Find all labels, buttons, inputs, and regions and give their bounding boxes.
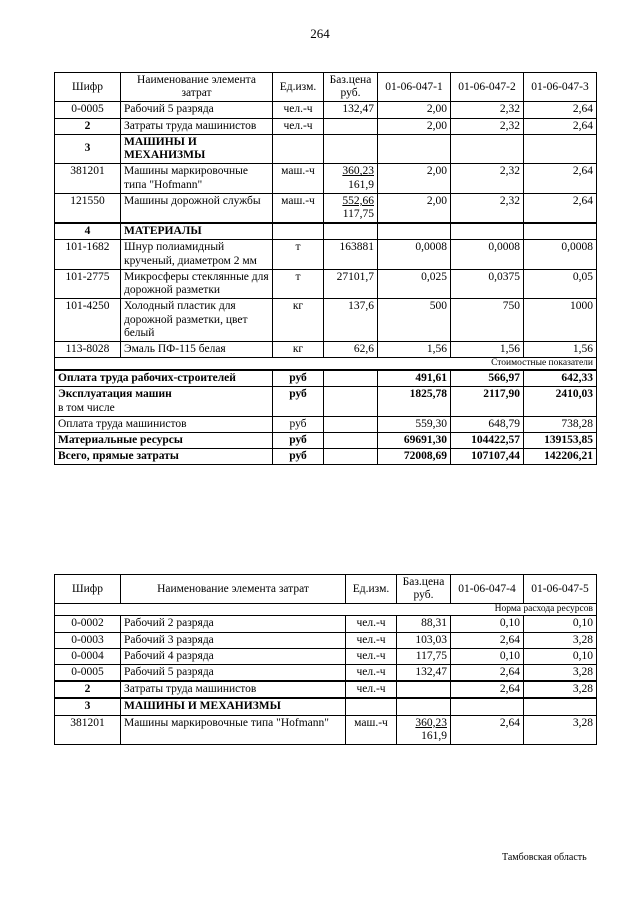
cell-name: Рабочий 5 разряда <box>121 102 273 118</box>
total-row <box>55 387 597 416</box>
cell-unit: кг <box>273 299 324 342</box>
price-main: 360,23 <box>342 165 374 178</box>
total-v2: 104422,57 <box>451 432 524 448</box>
cell-name: Микросферы стеклянные для дорожной разметки <box>121 269 273 298</box>
total-subnote: в том числе <box>58 401 115 414</box>
cell-name: Эмаль ПФ-115 белая <box>121 341 273 357</box>
cell-v2: 3,28 <box>524 715 597 744</box>
price-secondary: 117,75 <box>342 207 374 220</box>
total-name: Материальные ресурсы <box>55 432 273 448</box>
cell-code: 4 <box>55 223 121 240</box>
cell-code: 2 <box>55 118 121 134</box>
cell-v2: 0,0008 <box>451 240 524 269</box>
header-unit: Ед.изм. <box>273 73 324 102</box>
header-unit: Ед.изм. <box>346 575 397 604</box>
cell-v1: 2,00 <box>378 193 451 223</box>
cell-price: 132,47 <box>324 102 378 118</box>
header-col-2: 01-06-047-2 <box>451 73 524 102</box>
cell-v3: 0,05 <box>524 269 597 298</box>
cell-price: 163881 <box>324 240 378 269</box>
header-col-5: 01-06-047-5 <box>524 575 597 604</box>
cell-unit: чел.-ч <box>346 681 397 698</box>
cell-price <box>324 118 378 134</box>
cell-price: 88,31 <box>397 616 451 632</box>
page-number: 264 <box>310 26 330 41</box>
table-row <box>55 193 597 223</box>
cell-code: 3 <box>55 698 121 715</box>
total-v1: 559,30 <box>378 416 451 432</box>
resource-table-2 <box>54 574 597 745</box>
cell-name: Машины маркировочные типа "Hofmann" <box>121 715 346 744</box>
cell-code: 0-0002 <box>55 616 121 632</box>
cell-v2: 2,32 <box>451 164 524 193</box>
table-header-row <box>55 73 597 102</box>
section-title: МАШИНЫ И МЕХАНИЗМЫ <box>121 134 273 163</box>
table-row <box>55 118 597 134</box>
total-v2: 2117,90 <box>451 387 524 416</box>
cell-code: 0-0004 <box>55 648 121 664</box>
cell-name: Машины дорожной службы <box>121 193 273 223</box>
total-v3: 738,28 <box>524 416 597 432</box>
cell-unit: чел.-ч <box>346 665 397 682</box>
cell-v1: 500 <box>378 299 451 342</box>
region-footer: Тамбовская область <box>502 852 587 863</box>
cell-v2: 750 <box>451 299 524 342</box>
price-main: 552,66 <box>342 194 374 207</box>
cell-code: 101-2775 <box>55 269 121 298</box>
cell-code: 121550 <box>55 193 121 223</box>
section-row <box>55 698 597 715</box>
header-price: Баз.цена руб. <box>397 575 451 604</box>
cell-v3: 2,64 <box>524 164 597 193</box>
total-unit: руб <box>273 449 324 465</box>
cell-v1: 2,00 <box>378 118 451 134</box>
total-row <box>55 370 597 387</box>
cell-code: 113-8028 <box>55 341 121 357</box>
cell-v3: 2,64 <box>524 118 597 134</box>
cell-name: Рабочий 5 разряда <box>121 665 346 682</box>
cell-unit: т <box>273 240 324 269</box>
cell-price: 62,6 <box>324 341 378 357</box>
cell-v2: 0,0375 <box>451 269 524 298</box>
price-secondary: 161,9 <box>348 178 374 191</box>
resource-table-1 <box>54 72 597 465</box>
total-name: Оплата труда рабочих-строителей <box>55 370 273 387</box>
cell-v2: 3,28 <box>524 665 597 682</box>
cell-v1: 2,64 <box>451 681 524 698</box>
cell-v1: 2,00 <box>378 164 451 193</box>
table-row <box>55 681 597 698</box>
band-row <box>55 358 597 370</box>
header-col-1: 01-06-047-1 <box>378 73 451 102</box>
cell-code: 0-0003 <box>55 632 121 648</box>
table-row <box>55 341 597 357</box>
total-v3: 642,33 <box>524 370 597 387</box>
cell-code: 381201 <box>55 715 121 744</box>
cell-v2: 2,32 <box>451 102 524 118</box>
total-v2: 107107,44 <box>451 449 524 465</box>
cell-name: Холодный пластик для дорожной разметки, цвет белый <box>121 299 273 342</box>
cell-v3: 1,56 <box>524 341 597 357</box>
cell-name: Затраты труда машинистов <box>121 118 273 134</box>
cell-code: 101-4250 <box>55 299 121 342</box>
header-code: Шифр <box>55 73 121 102</box>
table-row <box>55 648 597 664</box>
cell-v1: 0,025 <box>378 269 451 298</box>
section-title: МАШИНЫ И МЕХАНИЗМЫ <box>121 698 346 715</box>
header-code: Шифр <box>55 575 121 604</box>
price-main: 360,23 <box>415 716 447 729</box>
total-name: Оплата труда машинистов <box>55 416 273 432</box>
cost-indicators-label: Стоимостные показатели <box>55 358 597 370</box>
cell-v2: 3,28 <box>524 632 597 648</box>
cell-code: 0-0005 <box>55 665 121 682</box>
total-row <box>55 416 597 432</box>
cell-name: Рабочий 4 разряда <box>121 648 346 664</box>
cell-price <box>324 164 378 193</box>
cell-v2: 2,32 <box>451 118 524 134</box>
cell-v3: 2,64 <box>524 102 597 118</box>
section-title: МАТЕРИАЛЫ <box>121 223 273 240</box>
cell-v1: 0,10 <box>451 648 524 664</box>
total-name: Всего, прямые затраты <box>55 449 273 465</box>
resource-norm-label: Норма расхода ресурсов <box>55 604 597 616</box>
cell-code: 2 <box>55 681 121 698</box>
header-col-4: 01-06-047-4 <box>451 575 524 604</box>
table-header-row <box>55 575 597 604</box>
cell-code: 101-1682 <box>55 240 121 269</box>
table-row <box>55 665 597 682</box>
total-v3: 139153,85 <box>524 432 597 448</box>
cell-price <box>324 193 378 223</box>
section-row <box>55 223 597 240</box>
table-row <box>55 269 597 298</box>
cell-price <box>397 715 451 744</box>
cell-v2: 0,10 <box>524 616 597 632</box>
cell-v1: 0,0008 <box>378 240 451 269</box>
cell-unit: кг <box>273 341 324 357</box>
table-row <box>55 299 597 342</box>
cell-unit: чел.-ч <box>273 102 324 118</box>
cell-name: Затраты труда машинистов <box>121 681 346 698</box>
cell-v2: 1,56 <box>451 341 524 357</box>
total-unit: руб <box>273 387 324 416</box>
cell-code: 381201 <box>55 164 121 193</box>
table-row <box>55 164 597 193</box>
cell-v3: 0,0008 <box>524 240 597 269</box>
cell-v3: 2,64 <box>524 193 597 223</box>
total-v1: 72008,69 <box>378 449 451 465</box>
cell-code: 0-0005 <box>55 102 121 118</box>
total-name-cell <box>55 387 273 416</box>
total-unit: руб <box>273 370 324 387</box>
cell-v2: 0,10 <box>524 648 597 664</box>
table-row <box>55 240 597 269</box>
cell-v1: 2,00 <box>378 102 451 118</box>
total-unit: руб <box>273 432 324 448</box>
cell-price <box>397 681 451 698</box>
total-v1: 1825,78 <box>378 387 451 416</box>
cell-unit: маш.-ч <box>273 164 324 193</box>
price-secondary: 161,9 <box>421 729 447 742</box>
cell-v1: 2,64 <box>451 632 524 648</box>
table-row <box>55 715 597 744</box>
total-v3: 142206,21 <box>524 449 597 465</box>
cell-name: Рабочий 2 разряда <box>121 616 346 632</box>
cell-name: Шнур полиамидный крученый, диаметром 2 мм <box>121 240 273 269</box>
total-v1: 491,61 <box>378 370 451 387</box>
cell-price: 103,03 <box>397 632 451 648</box>
header-col-3: 01-06-047-3 <box>524 73 597 102</box>
cell-unit: маш.-ч <box>346 715 397 744</box>
total-name: Эксплуатация машин <box>58 388 172 401</box>
cell-price: 132,47 <box>397 665 451 682</box>
total-v2: 648,79 <box>451 416 524 432</box>
cell-price: 27101,7 <box>324 269 378 298</box>
total-row <box>55 432 597 448</box>
cell-price: 137,6 <box>324 299 378 342</box>
cell-v3: 1000 <box>524 299 597 342</box>
band-row <box>55 604 597 616</box>
cell-unit: т <box>273 269 324 298</box>
cell-v1: 2,64 <box>451 665 524 682</box>
cell-v2: 2,32 <box>451 193 524 223</box>
cell-name: Рабочий 3 разряда <box>121 632 346 648</box>
table-row <box>55 632 597 648</box>
cell-unit: чел.-ч <box>346 648 397 664</box>
cell-unit: маш.-ч <box>273 193 324 223</box>
total-v1: 69691,30 <box>378 432 451 448</box>
total-row <box>55 449 597 465</box>
cell-v1: 2,64 <box>451 715 524 744</box>
table-row <box>55 616 597 632</box>
cell-unit: чел.-ч <box>346 616 397 632</box>
table-row <box>55 102 597 118</box>
cell-v1: 1,56 <box>378 341 451 357</box>
cell-unit: чел.-ч <box>273 118 324 134</box>
cell-code: 3 <box>55 134 121 163</box>
cell-price: 117,75 <box>397 648 451 664</box>
cell-name: Машины маркировочные типа "Hofmann" <box>121 164 273 193</box>
header-name: Наименование элемента затрат <box>121 73 273 102</box>
section-row <box>55 134 597 163</box>
cell-v1: 0,10 <box>451 616 524 632</box>
cell-unit: чел.-ч <box>346 632 397 648</box>
header-name: Наименование элемента затрат <box>121 575 346 604</box>
cell-v2: 3,28 <box>524 681 597 698</box>
total-v2: 566,97 <box>451 370 524 387</box>
header-price: Баз.цена руб. <box>324 73 378 102</box>
total-unit: руб <box>273 416 324 432</box>
total-v3: 2410,03 <box>524 387 597 416</box>
